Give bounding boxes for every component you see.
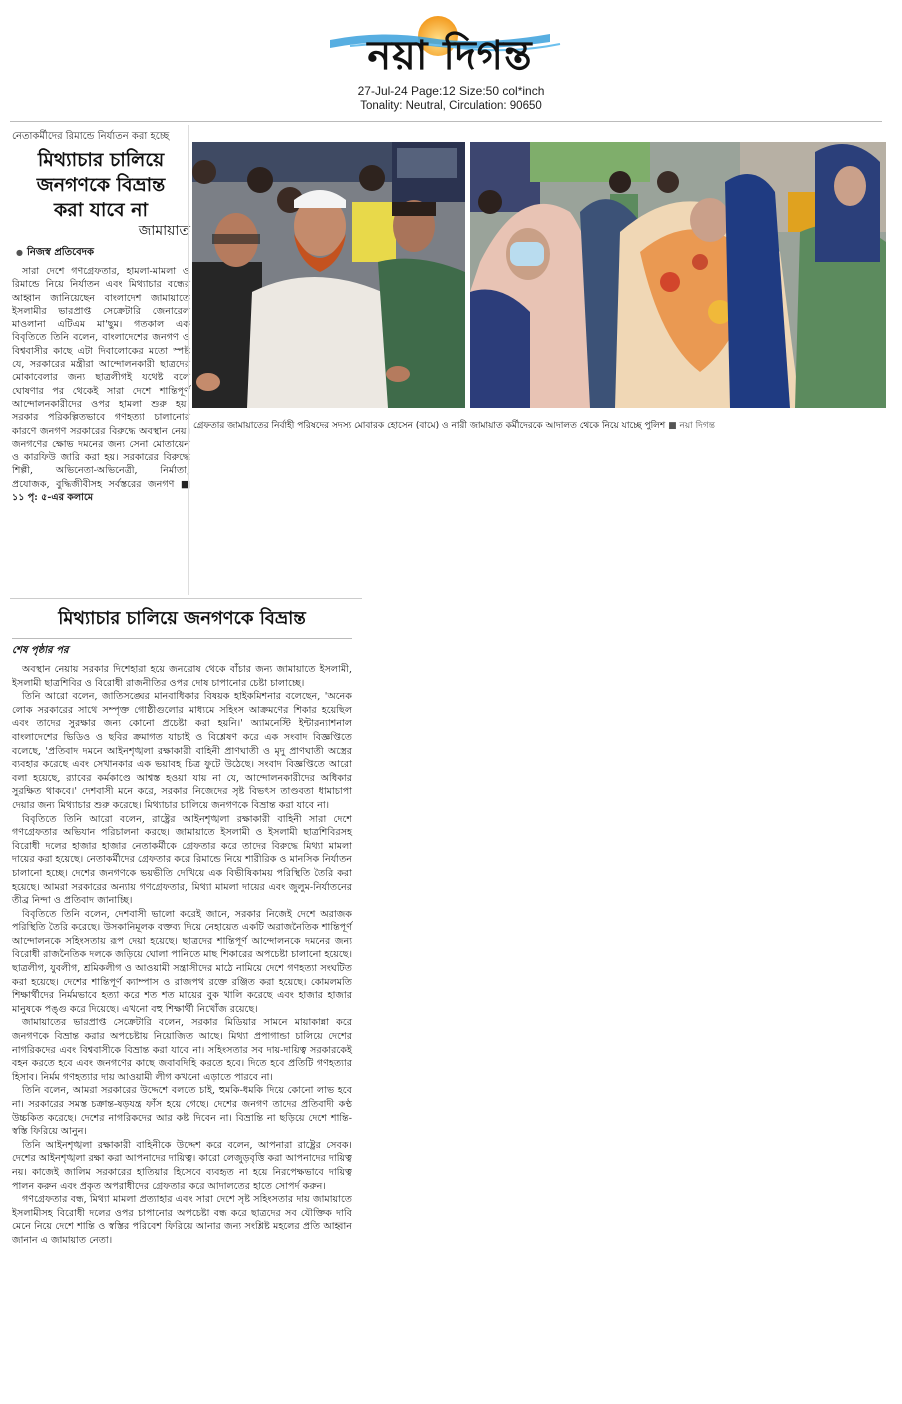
photo-arrested-leader	[192, 142, 465, 408]
top-divider	[10, 121, 882, 122]
clipping-meta-date-page: 27-Jul-24 Page:12 Size:50 col*inch	[357, 84, 545, 98]
paragraph: তিনি আইনশৃঙ্খলা রক্ষাকারী বাহিনীকে উদ্দেশ করে বলেন, আপনারা রাষ্ট্রের সেবক। দেশের আইনশৃঙ্খলা রক্ষা করা আপনাদের দায়িত্ব। কারো লেজুড়বৃত্তি করা আপনাদের দায়িত্ব নয়। কাজেই জালিম সরকারের হাতিয়ার হিসেবে ব্যবহৃত না হয়ে নিরপেক্ষভাবে দায়িত্ব পালন করুন এবং প্রকৃত অপরাধীদের গ্রেফতার করে আদালতের হাতে সোপর্দ করুন।	[12, 1139, 352, 1192]
paragraph: জামায়াতের ভারপ্রাপ্ত সেক্রেটারি বলেন, সরকার মিডিয়ার সামনে মায়াকান্না করে জনগণকে বিভ্রান্ত করার অপচেষ্টায় নিয়োজিত আছে। মিথ্যা প্রপাগান্ডা চালিয়ে দেশের নাগরিকদের এবং বিশ্ববাসীকে বিভ্রান্ত করা যাবে না। সহিংসতার সব দায়-দায়িত্ব সরকারকেই বহন করতে হবে এবং জনগণের কাছে জবাবদিহি করতে হবে। দিতে হবে প্রতিটি গণহত্যার হিসাব। নির্মম গণহত্যার দায় আওয়ামী লীগ কখনো এড়াতে পারবে না।	[12, 1017, 352, 1083]
column-divider	[188, 125, 189, 595]
continuation-divider	[10, 598, 362, 599]
paragraph: বিবৃতিতে তিনি বলেন, দেশবাসী ভালো করেই জানে, সরকার নিজেই দেশে অরাজক পরিস্থিতি তৈরি করেছে। উসকানিমূলক বক্তব্য দিয়ে নেহায়েত একটি অরাজনৈতিক শান্তিপূর্ণ আন্দোলনকে সহিংসতায় রূপ দেয়া হয়েছে। ছাত্রদের শান্তিপূর্ণ আন্দোলনকে দমনের জন্য বিরোধী রাজনৈতিক দলকে জড়িয়ে ঘোলা পানিতে মাছ শিকারের অপচেষ্টা চালানো হয়েছে। ছাত্রলীগ, যুবলীগ, শ্রমিকলীগ ও আওয়ামী সন্ত্রাসীদের মাঠে নামিয়ে দেশে গণহত্যা সংঘটিত করা হয়েছে। দেশের শান্তিপূর্ণ ক্যাম্পাস ও রাজপথ রক্তে রঞ্জিত করা হয়েছে। কোমলমতি শিক্ষার্থীদের নির্মমভাবে হত্যা করে শত শত মায়ের বুক খালি করেছে এবং হাজার হাজার মানুষকে পঙ্গু করে দিয়েছে। এখনো বহু শিক্ষার্থী নিখোঁজ রয়েছে।	[12, 908, 352, 1015]
photo-caption	[193, 418, 883, 433]
paragraph: তিনি আরো বলেন, জাতিসঙ্ঘের মানবাধিকার বিষয়ক হাইকমিশনার বলেছেন, 'অনেক লোক সরকারের সাথে সম্পৃক্ত গোষ্ঠীগুলোর মাধ্যমে সহিংস আক্রমণের শিকার হয়েছিল এবং তাদের সুরক্ষার জন্য কোনো প্রচেষ্টা করা হয়নি।' অ্যামনেস্টি ইন্টারন্যাশনাল বাংলাদেশের ভিডিও ও ছবির ক্রমাগত যাচাই ও বিশ্লেষণ করে এক সংবাদ বিজ্ঞপ্তিতে বলেছে, 'প্রতিবাদ দমনে আইনশৃঙ্খলা রক্ষাকারী বাহিনী প্রাণঘাতী ও মৃদু প্রাণঘাতী অস্ত্রের ব্যবহার করেছে এবং সেখানকার এক ভয়াবহ চিত্র ফুটে উঠেছে। সংবাদ বিজ্ঞপ্তিতে আরো বলা হয়েছে, র‍্যাবের কর্মকাণ্ডে আশ্বস্ত হওয়া যায় না যে, আন্দোলনকারীদের অধিকার সুরক্ষিত থাকবে।' দেশবাসী মনে করে, সরকার নিজেদের সৃষ্ট বিভৎস তাণ্ডবতা ধামাচাপা দেয়ার জন্য মিথ্যাচার শুরু করেছে। মিথ্যাচার চালিয়ে জনগণকে বিভ্রান্ত করা যাবে না।	[12, 691, 352, 811]
newspaper-logo: নয়া দিগন্ত	[367, 32, 533, 79]
caption-credit: ■ নয়া দিগন্ত	[668, 421, 716, 431]
paragraph: অবস্থান নেয়ায় সরকার দিশেহারা হয়ে জনরোষ থেকে বাঁচার জন্য জামায়াতে ইসলামী, ইসলামী ছাত্রশিবির ও বিরোধী রাজনীতির ওপর দোষ চাপানোর চেষ্টা চালাচ্ছে।	[12, 664, 352, 689]
continuation-body	[12, 663, 352, 1248]
headline-line-2: জনগণকে বিভ্রান্ত	[36, 174, 166, 196]
front-story	[12, 125, 190, 595]
photo-women-activists	[470, 142, 886, 408]
continuation-headline: মিথ্যাচার চালিয়ে জনগণকে বিভ্রান্ত	[12, 604, 352, 639]
story-kicker: নেতাকর্মীদের রিমান্ডে নির্যাতন করা হচ্ছে	[12, 131, 170, 142]
headline-line-3: করা যাবে না	[54, 199, 148, 221]
paragraph: বিবৃতিতে তিনি আরো বলেন, রাষ্ট্রের আইনশৃঙ্খলা রক্ষাকারী বাহিনী সারা দেশে গণগ্রেফতার অভিযান পরিচালনা করছে। জামায়াতে ইসলামী ও ইসলামী ছাত্রশিবিরসহ বিরোধী দলের হাজার হাজার নেতাকর্মীকে গ্রেফতার করে তাদের বিরুদ্ধে মিথ্যা মামলা দায়ের করা হয়েছে। নেতাকর্মীদের গ্রেফতার করে রিমান্ডে নিয়ে শারীরিক ও মানসিক নির্যাতন চালানো হচ্ছে। দেশের জনগণকে ভয়ভীতি দেখিয়ে এক বিভীষিকাময় পরিস্থিতি তৈরি করা হয়েছে। আমরা সরকারের অন্যায় গণগ্রেফতার, মিথ্যা মামলা দায়ের এবং জুলুম-নির্যাতনের তীব্র নিন্দা ও প্রতিবাদ জানাচ্ছি।	[12, 813, 352, 907]
story-body	[12, 265, 190, 504]
story-headline	[12, 148, 190, 239]
headline-source: জামায়াত	[138, 223, 190, 239]
paragraph: গণগ্রেফতার বন্ধ, মিথ্যা মামলা প্রত্যাহার এবং সারা দেশে সৃষ্ট সহিংসতার দায় জামায়াতে ইসলামীসহ বিরোধী দলের ওপর চাপানোর অপচেষ্টা বন্ধ করে ছাত্রদের সব যৌক্তিক দাবি মেনে নিয়ে দেশে শান্তি ও স্বস্তির পরিবেশ ফিরিয়ে আনার জন্য সংশ্লিষ্ট মহলের প্রতি আহ্বান জানান এ জামায়াত নেতা।	[12, 1194, 353, 1246]
story-body-text: সারা দেশে গণগ্রেফতার, হামলা-মামলা ও রিমান্ডে নিয়ে নির্যাতন এবং মিথ্যাচার বন্ধের আহ্বান জানিয়েছেন বাংলাদেশ জামায়াতে ইসলামীর ভারপ্রাপ্ত সেক্রেটারি জেনারেল মাওলানা এটিএম মা'ছুম। গতকাল এক বিবৃতিতে তিনি বলেন, বাংলাদেশের জনগণ ও বিশ্ববাসীর কাছে এটা দিবালোকের মতো স্পষ্ট যে, সরকারের মন্ত্রীরা আন্দোলনকারী ছাত্রদের মোকাবেলার জন্য ছাত্রলীগই যথেষ্ট বলে ঘোষণার পর থেকেই সারা দেশে শান্তিপূর্ণ আন্দোলনকারীদের ওপর হামলা শুরু হয়। সরকার পরিকল্পিতভাবে গণহত্যা চালানোর কারণে জনগণ সরকারের বিরুদ্ধে অবস্থান নেয়। জনগণের ক্ষোভ দমনের জন্য সেনা মোতায়েন ও কারফিউ জারি করা হয়। সরকারের বিরুদ্ধে শিল্পী, অভিনেতা-অভিনেত্রী, নির্মাতা, প্রযোজক, বুদ্ধিজীবীসহ সর্বস্তরের জনগণ	[12, 266, 190, 490]
masthead	[300, 6, 600, 80]
caption-text: গ্রেফতার জামায়াতের নির্বাহী পরিষদের সদস্য মোবারক হোসেন (বামে) ও নারী জামায়াত কর্মীদেরকে আদালত থেকে নিয়ে যাচ্ছে পুলিশ	[193, 421, 666, 431]
clipping-meta-tonality: Tonality: Neutral, Circulation: 90650	[360, 100, 542, 112]
continued-from-note: শেষ পৃষ্ঠার পর	[12, 645, 69, 656]
paragraph: তিনি বলেন, আমরা সরকারের উদ্দেশে বলতে চাই, হুমকি-ধমকি দিয়ে কোনো লাভ হবে না। সরকারের সমস্ত চক্রান্ত-ষড়যন্ত্র ফাঁস হয়ে গেছে। দেশের জনগণ তাদের প্রতিবাদী কণ্ঠ উচ্চকিত করেছে। দেশের নাগরিকদের আর কষ্ট দিবেন না। বিভ্রান্তি না ছড়িয়ে দেশে শান্তি-স্বস্তি ফিরিয়ে আনুন।	[12, 1085, 352, 1138]
caption-credit-text: নয়া দিগন্ত	[679, 421, 716, 431]
continuation-story	[12, 604, 352, 1394]
jump-reference: ১১ পৃ: ৫-এর কলামে	[12, 492, 94, 504]
jump-line: ■ ১১ পৃ: ৫-এর কলামে	[12, 478, 190, 504]
headline-line-1: মিথ্যাচার চালিয়ে	[37, 149, 165, 171]
byline: ● নিজস্ব প্রতিবেদক	[16, 245, 190, 262]
